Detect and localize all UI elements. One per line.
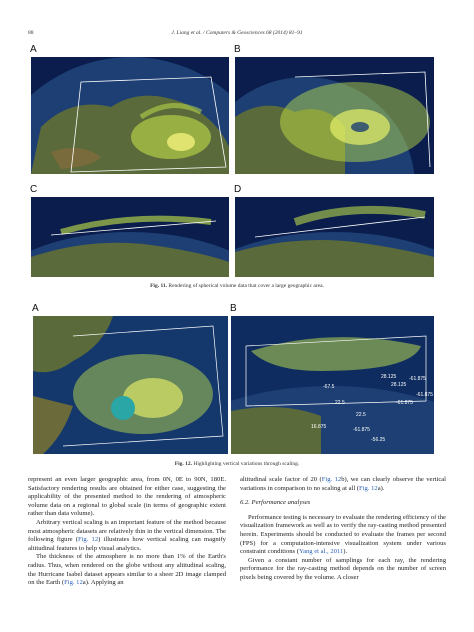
left-p2-text-a: Arbitrary vertical scaling is an important feature of the method because most atmospheric datasets are relatively thin in the vertical dimension. The following figure ( [28,518,226,544]
right-column [240,476,446,583]
fig11-label-a: A [30,44,37,55]
fig12-caption-text: Highlighting vertical variations through scaling. [193,461,300,467]
fig11-panel-d [235,197,434,277]
citation-link[interactable]: Yang et al., 2011 [298,548,344,556]
tick-label-3: -67.5 [323,384,335,390]
fig12-label-a: A [32,303,39,314]
fig12-caption [28,461,446,467]
tick-label-6: -61.875 [396,400,413,406]
right-p1-text-c: a). [377,484,385,492]
tick-label-4: 28.125 [391,382,407,388]
left-paragraph-3 [28,553,226,587]
tick-label-7: -61.875 [416,392,433,398]
left-p2-text-b: ) illustrates how vertical scaling can magnify altitudinal features to help visual analytics. [28,536,226,552]
right-p2-text-a: Performance testing is necessary to evaluate the rendering efficiency of the visualization framework as well as to verify the ray-casting method presented herein. Experiments should be conducted to evaluate the frames per second (FPS) for a computation-intensive visualization system under various constraint conditions ( [240,513,446,556]
fig12-caption-label: Fig. 12. [174,461,193,467]
tick-label-10: -56.25 [371,437,386,443]
fig12-link-3[interactable]: Fig. 12 [321,476,342,483]
right-p2-text-b: ). [343,548,348,556]
fig11-panel-b [235,57,434,174]
globe-volume-render-c [31,197,229,277]
fig11-panel-a [31,57,229,174]
fig12-link-1[interactable]: Fig. 12 [77,536,99,544]
hurricane-render-no-scale [33,316,228,454]
tick-label-9: 16.875 [311,424,327,430]
left-column [28,476,226,588]
globe-volume-render-a [31,57,229,174]
hurricane-render-scaled [231,316,434,454]
left-paragraph-2 [28,519,226,553]
left-p3-text-b: a). Applying an [82,579,124,587]
globe-volume-render-d [235,197,434,277]
fig12-label-b: B [230,303,237,314]
right-paragraph-1 [240,476,446,493]
fig11-caption-text: Rendering of spherical volume data that cover a large geographic area. [168,283,324,289]
fig12-panel-a [33,316,228,454]
fig12-link-4[interactable]: Fig. 12 [359,484,378,492]
tick-label-11: -61.875 [353,427,370,433]
globe-volume-render-b [235,57,434,174]
right-paragraph-2 [240,514,446,557]
right-p1-text-b: b), we can clearly observe the vertical variations in comparison to no scaling at all ( [240,476,447,492]
page-number: 88 [28,30,34,36]
fig11-caption-label: Fig. 11. [150,283,168,289]
right-p1-text-a: altitudinal scale factor of 20 ( [240,476,322,483]
fig11-label-d: D [234,184,242,195]
fig12-panel-b [231,316,434,454]
tick-label-2: -61.875 [409,376,426,382]
tick-label-8: 22.5 [356,412,366,418]
fig12-link-2[interactable]: Fig. 12 [64,579,83,587]
right-paragraph-3: Given a constant number of samplings for each ray, the rendering performance for the ray-casting method depends on the number of screen pixels being covered by the volume. A closer [240,556,446,581]
fig11-panel-c [31,197,229,277]
tick-label-1: 28.125 [381,374,397,380]
journal-citation: J. Liang et al. / Computers & Geosciences 68 (2014) 81–91 [171,30,303,36]
section-heading: 6.2. Performance analyses [240,499,311,507]
left-paragraph-1: represent an even larger geographic area, from 0N, 0E to 90N, 180E. Satisfactory rendering results are obtained for either case, suggesting the applicability of the presented method to the rendering of atmospheric volume data on a regional to global scale (in terms of geographic extent rather than data volume). [28,476,226,518]
fig11-label-b: B [234,44,241,55]
fig11-label-c: C [30,184,38,195]
page-header [28,30,446,40]
fig11-caption [28,283,446,289]
left-p3-text-a: The thickness of the atmosphere is no more than 1% of the Earth's radius. Thus, when rendered on the globe without any altitudinal scaling, the Hurricane Isabel dataset appears similar to a sheer 2D image clamped on the Earth ( [28,553,226,587]
tick-label-5: 22.5 [335,400,345,406]
